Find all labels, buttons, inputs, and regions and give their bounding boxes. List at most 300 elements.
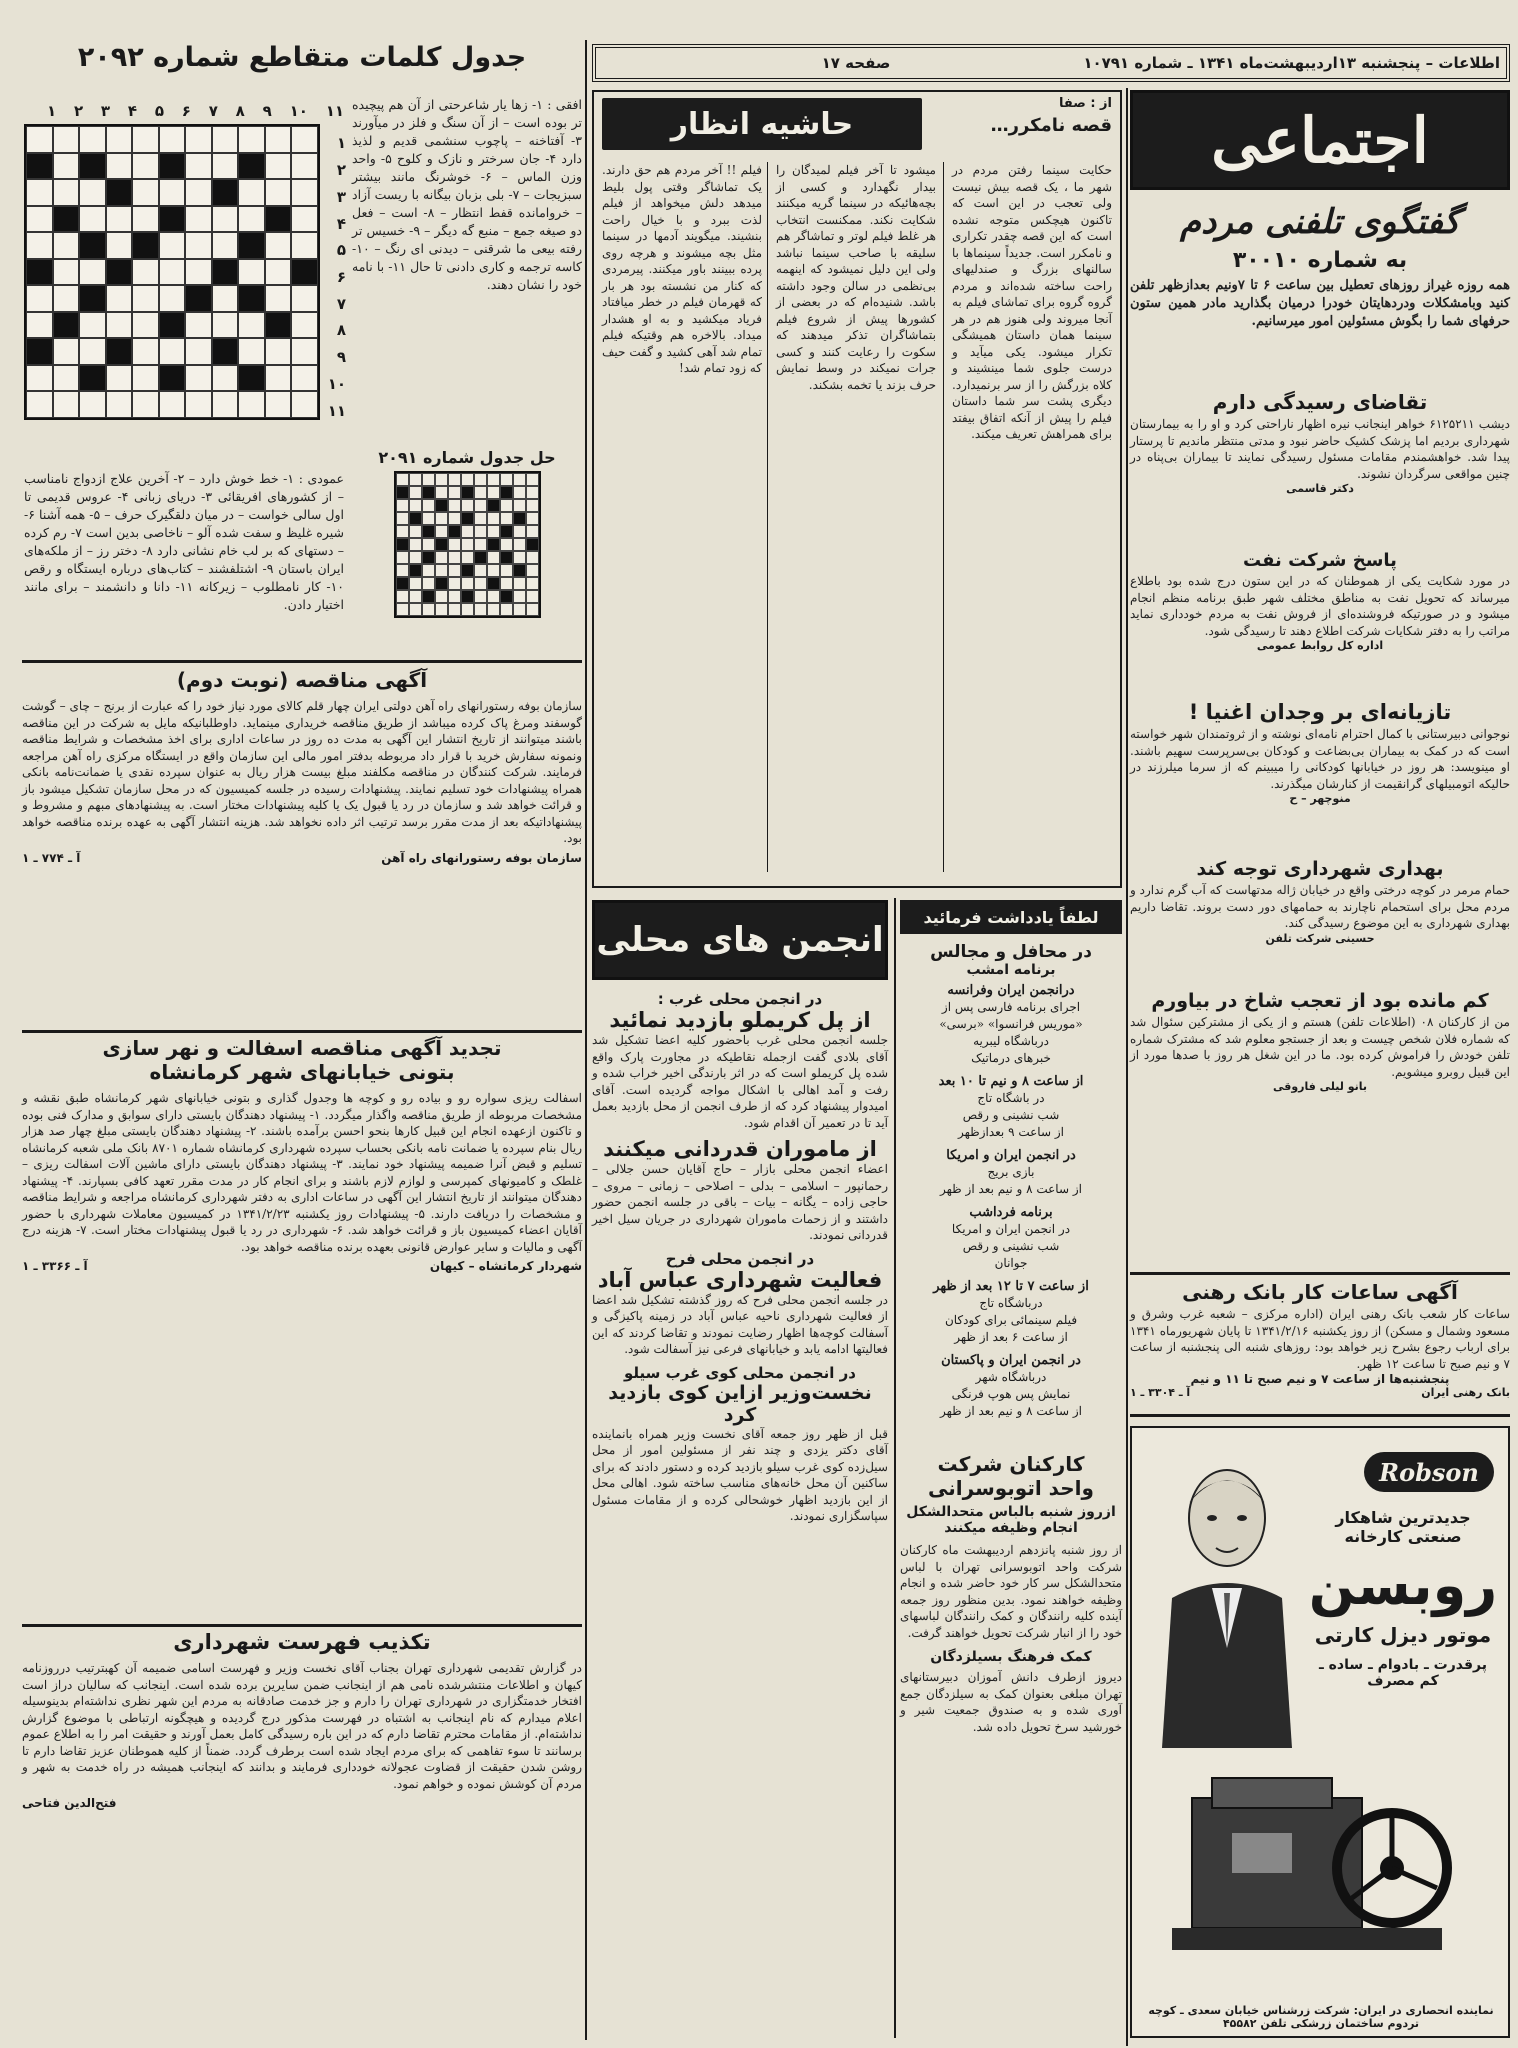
solution-cell [487,538,500,551]
grid-cell[interactable] [185,259,212,286]
solution-cell [448,486,461,499]
assoc-h2: از ماموران قدردانی میکنند [603,1137,877,1161]
solution-cell [526,577,539,590]
reminder-title: لطفاً یادداشت فرمائید [923,907,1099,927]
grid-block [159,206,186,233]
solution-cell [526,499,539,512]
item4-body: حمام مرمر در کوچه درختی واقع در خیابان ژاله مدتهاست که آب گرم ندارد و مردم محل برای استحمام ناچارند به حمامهای دور دست بروند. تقاضا داریم بهداری شهرداری به این موضوع رسیدگی کند. [1130,883,1510,930]
grid-cell[interactable] [159,285,186,312]
solution-cell [448,577,461,590]
grid-row-number: ۳ [336,187,346,206]
grid-col-number: ۱ [47,102,57,120]
social-item-4 [1130,858,1510,945]
solution-cell [513,551,526,564]
grid-cell[interactable] [291,206,318,233]
grid-cell[interactable] [53,153,80,180]
grid-cell[interactable] [159,126,186,153]
grid-cell[interactable] [132,179,159,206]
grid-cell[interactable] [106,391,133,418]
solution-cell [526,538,539,551]
robson-ad [1130,1426,1510,2038]
solution-cell [435,486,448,499]
assoc-h1: در انجمن محلی غرب : [657,990,823,1008]
grid-cell[interactable] [53,285,80,312]
grid-cell[interactable] [132,206,159,233]
bank-body: ساعات کار شعب بانک رهنی ایران (اداره مرکزی – شعبه غرب وشرق و مسعود وشمال و مسکن) از روز یکشنبه ۱۳۴۱/۲/۱۶ تا پایان شهریورماه ۱۳۴۱ برای ارباب رجوع بشرح زیر خواهد بود: روزهای شنبه الی پنجشنبه از ساعت ۷ و نیم صبح تا ساعت ۱۲ ظهر. [1130,1307,1510,1371]
reminder-line: در باشگاه تاج [977,1091,1045,1105]
solution-cell [422,538,435,551]
cinema-subtitle: قصه نامکرر… [990,115,1112,136]
solution-cell [461,577,474,590]
renewal-signature: شهردار کرمانشاه – کیهان [429,1259,582,1273]
social-item-2 [1130,550,1510,652]
solution-cell [526,512,539,525]
cinema-body-3: فیلم !! آخر مردم هم حق دارند. یک تماشاگر وقتی پول بلیط میدهد دلش میخواهد از فیلم لذت ببرد و با خیال راحت بنشیند. میگویند آدمها در سینما مثل بچه میشوند و هرچه روی پرده ببینند باور میکنند. پیرمردی که کنار من نشسته بود هر بار که قهرمان فیلم در خطر میافتاد فریاد میکشید و به او هشدار میداد. بالاخره هم وقتیکه فیلم تمام شد آهی کشید و گفت حیف که زود تمام شد! [602,163,762,375]
grid-block [106,259,133,286]
cinema-body-2: میشود تا آخر فیلم لمیدگان را بیدار نگهدارد و کسی از بچه‌هائیکه در سینما گریه میکنند شکایت نکند. ممکنست انتخاب هر غلط فیلم لوتر و تماشاگر هم سلیقه با صاحب سینما نباشد ولی این دلیل نمیشود که اینهمه بی‌نظمی در سالن وجود داشته باشد. شنیده‌ام که در بعضی از کشورها پیش از شروع فیلم بتماشاگران تذکر میدهند که سکوت را رعایت کنند و کسی جرات نمیکند در وسط نمایش حرف بزند یا تخمه بشکند. [776,163,936,392]
solution-cell [409,538,422,551]
denial-signature: فتح‌الدین فتاحی [22,1796,117,1810]
solution-cell [526,551,539,564]
item1-body: دیشب ۶۱۲۵۲۱۱ خواهر اینجانب نیره اظهار ناراحتی کرد و او را به بیمارستان شهرداری بردیم اما پزشک کشیک حاضر نبود و مدتی منتظر ماندیم تا پرستار پیدا شد. خواهشمندم مقامات مسئول رسیدگی نمایند تا بیماران بی‌پناه در چنین مواقعی سرگردان نشوند. [1130,417,1510,481]
solution-cell [422,499,435,512]
grid-cell[interactable] [79,206,106,233]
reminder-block [900,982,1122,1067]
grid-cell[interactable] [79,338,106,365]
tender-ad [22,668,582,1026]
cinema-col-1 [952,162,1112,882]
solution-cell [487,512,500,525]
grid-cell[interactable] [291,179,318,206]
phone-intro: همه روزه غیراز روزهای تعطیل بین ساعت ۶ تا ۷ونیم بعدازظهر تلفن کنید وبامشکلات ودردهایتان خودرا درمیان بگذارید مادر همین ستون حرفهای شما را بگوش مسئولین امور میرسانیم. [1130,278,1510,329]
grid-block [26,259,53,286]
grid-block [79,285,106,312]
cinema-author: از : صفا [1059,96,1112,111]
grid-col-number: ۵ [154,102,164,120]
grid-row-number: ۱۱ [327,401,346,420]
solution-cell [474,577,487,590]
grid-block [159,153,186,180]
grid-cell[interactable] [159,338,186,365]
solution-cell [461,486,474,499]
phone-number: به شماره ۳۰۰۱۰ [1232,248,1408,273]
grid-block [53,312,80,339]
grid-cell[interactable] [53,259,80,286]
solution-cell [409,603,422,616]
grid-row-number: ۶ [336,267,346,286]
divider [1130,1414,1510,1417]
grid-cell[interactable] [106,153,133,180]
grid-cell[interactable] [185,338,212,365]
social-masthead [1130,90,1510,190]
solution-cell [396,486,409,499]
grid-cell[interactable] [26,206,53,233]
solution-cell [409,499,422,512]
grid-cell[interactable] [26,126,53,153]
grid-cell[interactable] [265,126,292,153]
column-separator [585,40,587,2040]
crossword-grid[interactable] [24,124,320,420]
grid-row-number: ۸ [336,321,346,340]
grid-cell[interactable] [132,126,159,153]
bank-ref: آ ـ ۳۳۰۴ ـ ۱ [1130,1386,1191,1399]
item4-title: بهداری شهرداری توجه کند [1196,858,1444,880]
reminder-block [900,1352,1122,1420]
solution-cell [448,551,461,564]
grid-block [265,312,292,339]
reminder-line: فیلم سینمائی برای کودکان [944,1313,1078,1327]
grid-cell[interactable] [79,391,106,418]
grid-cell[interactable] [132,153,159,180]
grid-cell[interactable] [291,232,318,259]
grid-cell[interactable] [291,365,318,392]
solution-cell [461,538,474,551]
grid-cell[interactable] [132,312,159,339]
renewal-ref: آ ـ ۳۳۶۶ ـ ۱ [22,1259,88,1273]
grid-block [132,232,159,259]
solution-cell [526,564,539,577]
grid-cell[interactable] [291,391,318,418]
grid-cell[interactable] [26,285,53,312]
grid-cell[interactable] [79,126,106,153]
assoc-p1: جلسه انجمن محلی غرب باحضور کلیه اعضا تشکیل شد آقای بلادی گفت ازجمله نقاطیکه در مجاورت پارک واقع شده پل کریملو است که در اثر بارندگی اخیر خراب شده و رفت و آمد اهالی با اشکال مواجه گردیده است. آقای امیدوار پیشنهاد کرد که از طرف انجمن از محل بازدید بعمل آید تا در تعمیر آن اقدام شود. [592,1033,888,1130]
social-item-5 [1130,990,1510,1093]
crossword-vertical-clues [24,470,344,614]
solution-cell [474,564,487,577]
assoc-p4: قبل از ظهر روز جمعه آقای نخست وزیر همراه بانماینده آقای دکتر یزدی و چند نفر از مسئولین امور از محل سیل‌زده کوی غرب سیلو بازدید کرده و دستور دادند که برای ساکنین آن محل خانه‌های مناسب ساخته شود. اهالی محل از این بازدید اظهار خوشحالی کرده و از مقامات مسئول سپاسگزاری نمودند. [592,1426,888,1523]
bus-column [900,1452,1122,2038]
associations-title: انجمن های محلی [596,920,884,960]
grid-block [238,153,265,180]
item2-body: در مورد شکایت یکی از هموطنان که در این ستون درج شده بود باطلاع میرساند که تحویل نفت به مناطق مختلف شهر طبق برنامه منظم انجام میشود و در صورتیکه فروشنده‌ای از فروش نفت به مردم خودداری نماید مراتب را به دفتر شکایات شرکت اطلاع دهند تا رسیدگی شود. [1130,574,1510,638]
grid-cell[interactable] [291,126,318,153]
grid-row-number: ۹ [336,348,346,367]
grid-cell[interactable] [212,232,239,259]
solution-cell [474,590,487,603]
grid-cell[interactable] [26,232,53,259]
reminder-line: اجرای برنامه فارسی پس از [941,1000,1081,1014]
grid-cell[interactable] [265,153,292,180]
grid-cell[interactable] [53,338,80,365]
grid-cell[interactable] [53,179,80,206]
grid-cell[interactable] [291,338,318,365]
solution-cell [500,564,513,577]
solution-cell [396,538,409,551]
grid-cell[interactable] [106,365,133,392]
solution-cell [461,590,474,603]
grid-cell[interactable] [185,232,212,259]
grid-cell[interactable] [132,285,159,312]
reminder-block [900,1147,1122,1198]
grid-cell[interactable] [238,391,265,418]
grid-cell[interactable] [212,126,239,153]
phone-title: گفتگوی تلفنی مردم [1180,202,1460,242]
solution-cell [513,473,526,486]
grid-cell[interactable] [26,365,53,392]
solution-cell [500,525,513,538]
grid-cell[interactable] [53,391,80,418]
grid-cell[interactable] [185,391,212,418]
item3-body: نوجوانی دبیرستانی با کمال احترام نامه‌ای نوشته و از ثروتمندان شهر خواسته است که در کمک به بیماران بی‌بضاعت و کودکان بی‌سرپرست سهیم باشند. او مینویسد: هر روز در خیابانها کودکانی را میبینم که از سرما میلرزند در حالیکه اتومبیلهای گرانقیمت از کنارشان میگذرند. [1130,727,1510,791]
grid-cell[interactable] [106,206,133,233]
grid-cell[interactable] [238,126,265,153]
solution-cell [461,525,474,538]
reminder-line: «موریس فرانسوا» «برسی» [939,1017,1083,1031]
solution-cell [513,590,526,603]
grid-cell[interactable] [185,365,212,392]
grid-cell[interactable] [265,365,292,392]
solution-area [352,444,582,618]
cinema-col-3 [602,162,762,882]
solution-cell [500,473,513,486]
reminder-program: برنامه امشب [966,962,1056,978]
grid-cell[interactable] [185,312,212,339]
reminder-column [900,900,1122,1450]
solution-cell [409,525,422,538]
cinema-column [592,90,1122,888]
grid-col-number: ۸ [235,102,245,120]
grid-cell[interactable] [185,206,212,233]
associations-masthead [592,900,888,980]
solution-cell [526,590,539,603]
reminder-line: از ساعت ۷ تا ۱۲ بعد از ظهر [933,1279,1089,1294]
grid-cell[interactable] [159,179,186,206]
grid-cell[interactable] [106,285,133,312]
grid-block [291,259,318,286]
solution-cell [422,473,435,486]
solution-cell [487,499,500,512]
solution-cell [474,499,487,512]
phone-section [1130,202,1510,331]
grid-cell[interactable] [265,179,292,206]
assoc-p2: اعضاء انجمن محلی بازار – حاج آقایان حسن جلالی – رحمانپور – اسلامی – بدلی – اصلاحی – زمانی – مروی – حاجی زاده – یگانه – بیات – باقی در جلسه انجمن حضور داشتند و از زحمات ماموران شهرداری در جریان سیل اخیر قدردانی نمودند. [592,1162,888,1242]
grid-cell[interactable] [265,259,292,286]
renewal-body: اسفالت ریزی سواره رو و بیاده رو و کوچه ها وجدول گذاری و بتونی خیابانهای شهر کرمانشاه طبق نقشه و مشخصات مربوطه از طریق مناقصه واگذار میگردد. ۱- پیشنهاد دهندگان بایستی دارای سوابق و مدارک فنی بوده و تاکنون ازعهده انجام این قبیل کارها بنحو احسن برآمده باشند. ۲- پیشنهاد دهندگان بایستی مبلغ چهار صد هزار ریال بنام سپرده یا ضمانت نامه بانکی بحساب سپرده شهرداری کرمانشاه شماره ۸۷۰۱ بانک ملی شعبه کرمانشاه تسلیم و قبض آنرا ضمیمه پیشنهاد خود نمایند. ۳- پیشنهاد دهندگان بایستی دارای ماشین آلات اسفالت ریزی – غلطک و کامیونهای کمپرسی و لوازم لازم باشند و برای انجام کار در مدت مقرر تعهد کافی بسپارند. ۴- پیشنهاد دهندگان میتوانند از تاریخ انتشار این آگهی در ساعات اداری به دفتر شهرداری کرمانشاه مراجعه و شرایط مناقصه و مشخصات را دریافت دارند. ۵- پیشنهادات روز یکشنبه ۱۳۴۱/۲/۲۳ در کمیسیون معاملات شهرداری با حضور آقایان اعضاء کمیسیون باز و قرائت خواهد شد. ۶- شهرداری در رد یا قبول پیشنهادات مختار است. ۷- هزینه درج آگهی و مالیات و سایر عوارض قانونی بعهده برنده مناقصه خواهد بود. [22,1091,583,1254]
grid-cell[interactable] [238,259,265,286]
grid-cell[interactable] [26,391,53,418]
grid-cell[interactable] [212,365,239,392]
grid-row-number: ۲ [336,161,346,180]
grid-row-number: ۵ [336,241,346,260]
grid-col-number: ۳ [100,102,111,120]
reminder-block [900,1278,1122,1346]
cinema-title: حاشیه انظار [670,106,854,142]
grid-cell[interactable] [79,259,106,286]
bus-title-1: کارکنان شرکت [937,1452,1085,1476]
item1-sign: دکتر قاسمی [1286,482,1354,495]
grid-cell[interactable] [132,338,159,365]
solution-cell [409,564,422,577]
reminder-line: درباشگاه لیبریه [973,1034,1049,1048]
solution-cell [396,564,409,577]
social-item-1 [1130,390,1510,495]
reminder-line: شب نشینی و رقص [962,1108,1060,1122]
crossword-title: جدول کلمات متقاطع شماره ۲۰۹۲ [77,42,527,73]
grid-block [159,365,186,392]
solution-cell [461,603,474,616]
grid-cell[interactable] [159,391,186,418]
solution-cell [526,486,539,499]
cinema-col-2 [776,162,936,882]
grid-cell[interactable] [106,126,133,153]
grid-cell[interactable] [132,259,159,286]
reminder-line: از ساعت ۸ و نیم بعد از ظهر [940,1182,1082,1196]
solution-cell [487,525,500,538]
grid-block [238,232,265,259]
solution-cell [435,512,448,525]
grid-cell[interactable] [185,126,212,153]
grid-cell[interactable] [291,285,318,312]
solution-cell [396,577,409,590]
solution-cell [422,590,435,603]
reminder-line: از ساعت ۸ و نیم بعد از ظهر [940,1404,1082,1418]
reminder-line: بازی بریج [987,1165,1035,1179]
reminder-line: شب نشینی و رقص [962,1239,1060,1253]
grid-cell[interactable] [291,312,318,339]
grid-block [26,338,53,365]
grid-cell[interactable] [212,391,239,418]
grid-cell[interactable] [265,391,292,418]
solution-cell [448,590,461,603]
solution-cell [435,538,448,551]
solution-cell [396,499,409,512]
grid-cell[interactable] [185,179,212,206]
denial-body: در گزارش تقدیمی شهرداری تهران بجناب آقای نخست وزیر و فهرست اسامی ضمیمه آن کهبترتیب درروزنامه کیهان و اطلاعات منتشرشده نامی هم از اینجانب ضمن سایرین برده شده است. اینجانب که سالیان دراز است افتخار خدمتگزاری در شهرداری تهران را دارم و جز خدمت صادقانه به مردم این شهر نظری نداشته‌ام بدینوسیله اعلام میدارم که نام اینجانب به اشتباه در فهرست مذکور درج گردیده و هیچگونه ارتباطی با موضوع گزارش نداشته‌ام. از مقامات محترم تقاضا دارم که در این باره رسیدگی کامل بعمل آورند و حقیقت امر را به اطلاع عموم برسانند تا سوء تفاهمی که برای مردم ایجاد شده است برطرف گردد. ضمناً از کلیه هموطنان عزیز تقاضا دارم تا روشن شدن حقیقت از قضاوت عجولانه خودداری فرمایند و بدانند که اینجانب همیشه در راه خدمت به شهر و مردم آن کوشش نموده و خواهم نمود. [22,1661,582,1791]
reminder-line: در انجمن ایران و پاکستان [941,1353,1081,1368]
grid-row-number: ۴ [336,214,346,233]
grid-cell[interactable] [79,312,106,339]
grid-cell[interactable] [79,179,106,206]
solution-cell [500,590,513,603]
robson-logo [1364,1452,1494,1492]
grid-cell[interactable] [238,338,265,365]
divider [22,1624,582,1627]
grid-cell[interactable] [212,153,239,180]
solution-cell [422,486,435,499]
solution-cell [461,499,474,512]
solution-cell [396,603,409,616]
item2-title: پاسخ شرکت نفت [1243,550,1397,571]
bank-ad [1130,1280,1510,1408]
assoc-h1b: از پل کریملو بازدید نمائید [609,1008,871,1032]
robson-features: پرقدرت ـ بادوام ـ ساده ـ کم مصرف [1318,1657,1487,1689]
grid-col-number: ۴ [127,102,138,120]
grid-col-number: ۹ [262,102,272,120]
grid-cell[interactable] [185,153,212,180]
bus-subtitle: ازروز شنبه بالباس متحدالشکل انجام وظیفه میکنند [906,1504,1116,1536]
grid-block [238,285,265,312]
renewal-title-1: تجدید آگهی مناقصه اسفالت و نهر سازی [102,1036,502,1060]
renewal-title-2: بتونی خیابانهای شهر کرمانشاه [149,1060,455,1084]
associations-column [592,900,888,2038]
solution-cell [474,486,487,499]
bus-title-2: واحد اتوبوسرانی [928,1476,1094,1500]
grid-cell[interactable] [265,338,292,365]
grid-cell[interactable] [238,206,265,233]
grid-cell[interactable] [106,232,133,259]
tender-title: آگهی مناقصه (نوبت دوم) [176,668,428,692]
solution-cell [474,603,487,616]
item4-sign: حسینی شرکت تلفن [1265,931,1375,945]
bus-body-2: دیروز ازطرف دانش آموزان دبیرستانهای تهران مبلغی بعنوان کمک به سیلزدگان جمع آوری شده و به صندوق جمعیت شیر و خورشید سرخ تحویل داده شد. [900,1670,1122,1734]
denial-title: تکذیب فهرست شهرداری [173,1630,431,1654]
solution-cell [396,525,409,538]
bus-subhead-2: کمک فرهنگ بسیلزدگان [930,1649,1092,1665]
grid-cell[interactable] [159,259,186,286]
tender-signature: سازمان بوفه رستورانهای راه آهن [381,850,582,865]
solution-cell [474,512,487,525]
divider [22,1030,582,1033]
tender-body: سازمان بوفه رستورانهای راه آهن دولتی ایران چهار قلم کالای مورد نیاز خود را که عبارت از برنج – چای – گوشت گوسفند ومرغ پاک کرده میباشد از طریق مناقصه خریداری مینماید. داوطلبانیکه مایل به شرکت در این مناقصه باشند میتوانند از تاریخ انتشار این آگهی به مدت ده روز در ساعات اداری برای اخذ مشخصات و شرایط مناقصه ونمونه سفارش خرید با قرار داد مربوطه بدفتر امور مالی این سازمان واقع در ایستگاه مرکزی راه آهن مراجعه فرمایند. شرکت کنندگان در مناقصه مکلفند مبلغ بیست هزار ریال به عنوان سپرده نقدی یا ضمانت‌نامه بانکی همراه پیشنهادات خود تسلیم نمایند. پیشنهادات رسیده در جلسه کمیسیون که در محل سازمان تشکیل میشود باز و قرائت خواهد شد و سازمان در رد یا قبول یک یا کلیه پیشنهادات مختار است. به پیشنهادهای مبهم و مشروط و پیشنهاداتیکه بعد از مدت مقرر برسد ترتیب اثر داده نخواهد شد. هزینه انتشار آگهی به عهده برنده مناقصه خواهد بود. [22,699,582,845]
solution-cell [409,486,422,499]
grid-cell[interactable] [53,232,80,259]
solution-cell [435,525,448,538]
grid-cell[interactable] [159,232,186,259]
solution-cell [513,538,526,551]
grid-cell[interactable] [26,179,53,206]
denial-notice [22,1630,582,2038]
grid-cell[interactable] [132,365,159,392]
grid-cell[interactable] [26,312,53,339]
grid-cell[interactable] [212,285,239,312]
robson-brand: Robson [1379,1457,1479,1487]
solution-cell [526,473,539,486]
grid-cell[interactable] [212,206,239,233]
solution-cell [461,551,474,564]
grid-cell[interactable] [265,232,292,259]
solution-cell [500,603,513,616]
solution-cell [435,590,448,603]
solution-cell [474,551,487,564]
grid-cell[interactable] [265,285,292,312]
solution-cell [422,512,435,525]
solution-cell [435,577,448,590]
header-strip [592,44,1510,82]
solution-cell [422,564,435,577]
grid-row-number: ۱ [336,134,346,153]
solution-cell [500,551,513,564]
grid-cell[interactable] [291,153,318,180]
grid-cell[interactable] [238,179,265,206]
grid-cell[interactable] [212,312,239,339]
grid-cell[interactable] [53,365,80,392]
crossword-grid-area [24,102,344,462]
grid-cell[interactable] [238,312,265,339]
solution-cell [422,525,435,538]
bank-times: پنجشنبه‌ها از ساعت ۷ و نیم صبح تا ۱۱ و نیم [1190,1372,1450,1386]
grid-cell[interactable] [53,126,80,153]
item5-title: کم مانده بود از تعجب شاخ در بیاورم [1151,990,1489,1012]
social-masthead-text: اجتماعی [1211,103,1429,177]
grid-cell[interactable] [132,391,159,418]
cinema-body-1: حکایت سینما رفتن مردم در شهر ما ، یک قصه بیش نیست ولی تعجب در این است که تاکنون هیچکس متوجه نشده است که این قصه چقدر تکراری و نامکرر است. جدیداً سینماها با سالنهای بزرگ و صندلیهای راحت ساخته شده‌اند و مردم گروه گروه برای تماشای فیلم به آنجا میروند ولی هنوز هم در هر سینما همان داستان همیشگی تکرار میشود. یکی میآید و درست جلوی شما مینشیند و کلاه بزرگش را از سر برنمیدارد. دیگری پشت سر شما داستان فیلم را پیش از آنکه اتفاق بیفتد برای همراهش تعریف میکند. [952,163,1112,441]
solution-cell [435,499,448,512]
solution-cell [461,473,474,486]
solution-cell [435,473,448,486]
reminder-line: خبرهای درماتیک [971,1051,1051,1065]
grid-block [79,365,106,392]
solution-cell [435,603,448,616]
solution-cell [513,603,526,616]
social-column [1130,90,1510,1270]
reminder-line: درانجمن ایران وفرانسه [947,983,1075,998]
page-number: صفحه ۱۷ [821,54,891,72]
solution-cell [513,525,526,538]
grid-block [212,179,239,206]
solution-cell [409,551,422,564]
grid-block [159,312,186,339]
grid-cell[interactable] [106,312,133,339]
